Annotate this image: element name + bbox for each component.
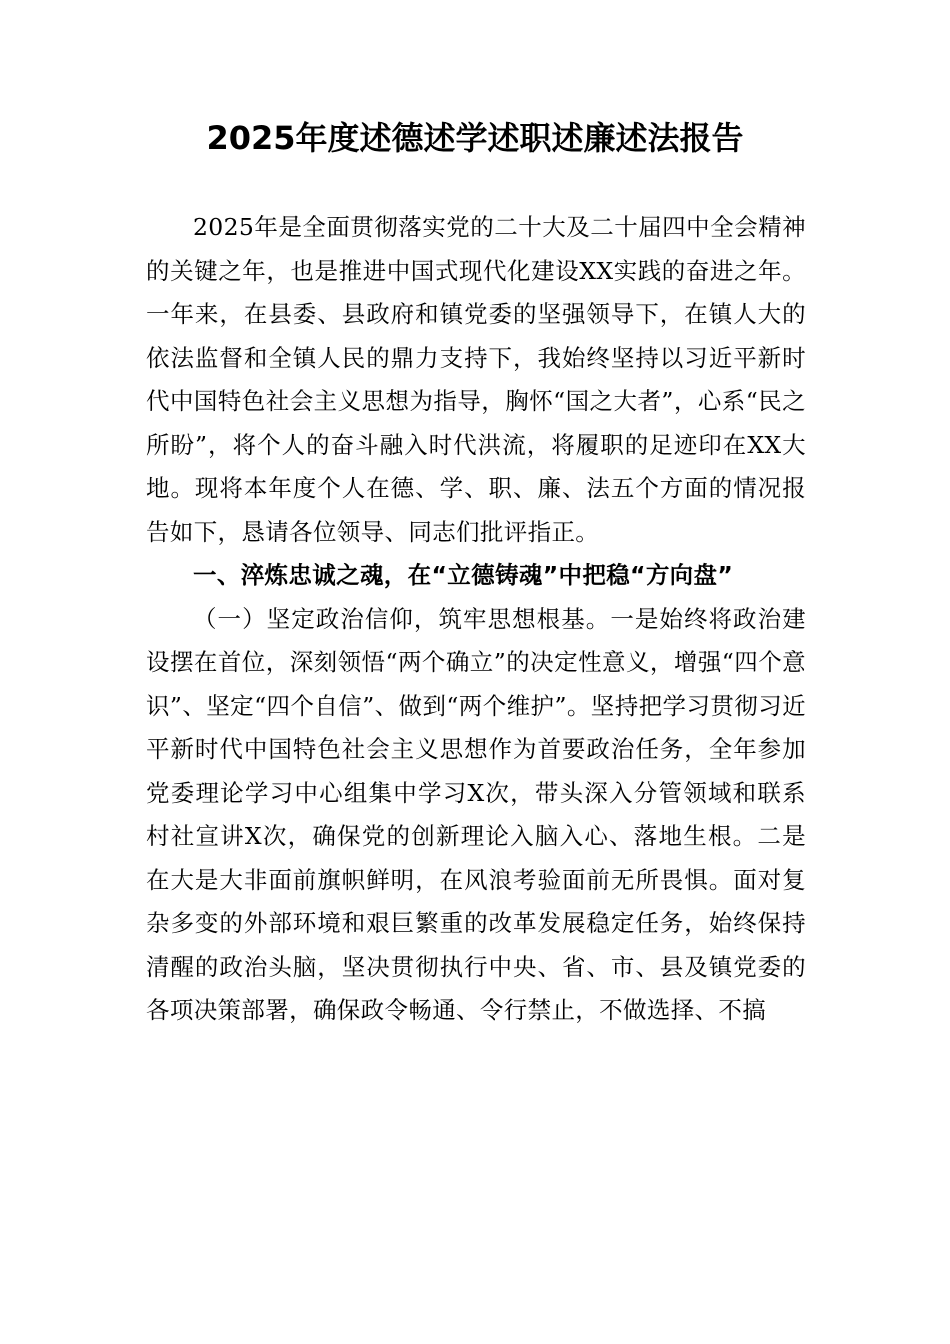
document-body — [146, 206, 806, 1033]
section-heading-1: 一、淬炼忠诚之魂，在“立德铸魂”中把稳“方向盘” — [193, 561, 734, 589]
intro-paragraph: 2025年是全面贯彻落实党的二十大及二十届四中全会精神的关键之年，也是推进中国式现代化建设XX实践的奋进之年。一年来，在县委、县政府和镇党委的坚强领导下，在镇人大的依法监督和全镇人民的鼎力支持下，我始终坚持以习近平新时代中国特色社会主义思想为指导，胸怀“国之大者”，心系“民之所盼”，将个人的奋斗融入时代洪流，将履职的足迹印在XX大地。现将本年度个人在德、学、职、廉、法五个方面的情况报告如下，恳请各位领导、同志们批评指正。 — [146, 213, 806, 546]
document-title: 2025年度述德述学述职述廉述法报告 — [206, 119, 744, 157]
section-1-paragraph-1: （一）坚定政治信仰，筑牢思想根基。一是始终将政治建设摆在首位，深刻领悟“两个确立”的决定性意义，增强“四个意识”、坚定“四个自信”、做到“两个维护”。坚持把学习贯彻习近平新时代中国特色社会主义思想作为首要政治任务，全年参加党委理论学习中心组集中学习X次，带头深入分管领域和联系村社宣讲X次，确保党的创新理论入脑入心、落地生根。二是在大是大非面前旗帜鲜明，在风浪考验面前无所畏惧。面对复杂多变的外部环境和艰巨繁重的改革发展稳定任务，始终保持清醒的政治头脑，坚决贯彻执行中央、省、市、县及镇党委的各项决策部署，确保政令畅通、令行禁止，不做选择、不搞 — [146, 604, 806, 1024]
